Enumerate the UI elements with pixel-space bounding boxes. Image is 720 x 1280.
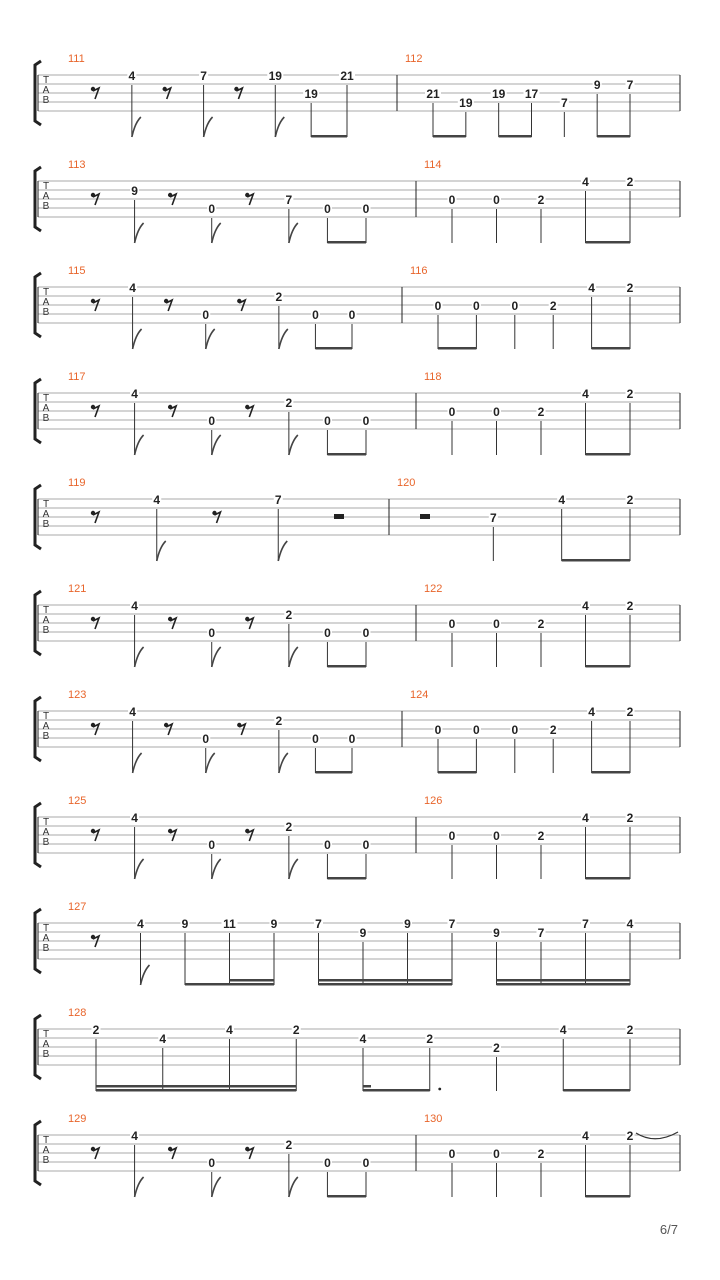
beam xyxy=(327,877,366,880)
measure-number: 121 xyxy=(68,583,87,595)
note-flag xyxy=(289,1177,298,1197)
note-flag xyxy=(212,435,221,455)
fret-number: 7 xyxy=(582,917,589,931)
fret-number: 2 xyxy=(426,1032,434,1046)
tab-clef-letter: A xyxy=(42,933,50,944)
fret-number: 2 xyxy=(537,617,545,631)
fret-number: 2 xyxy=(626,1129,634,1143)
beam-secondary xyxy=(408,979,453,982)
fret-number: 17 xyxy=(524,87,539,101)
beam xyxy=(586,877,631,880)
fret-number: 0 xyxy=(434,723,442,737)
beam xyxy=(311,135,347,138)
fret-number: 0 xyxy=(511,299,519,313)
tab-clef-letter: A xyxy=(42,403,50,414)
fret-number: 0 xyxy=(434,299,442,313)
measure-number: 130 xyxy=(424,1113,443,1125)
fret-number: 0 xyxy=(362,838,370,852)
tab-clef-letter: B xyxy=(42,1155,50,1166)
fret-number: 2 xyxy=(493,1041,500,1055)
tab-clef-letter: B xyxy=(42,943,50,954)
fret-number: 0 xyxy=(348,308,356,322)
fret-number: 7 xyxy=(315,917,322,931)
beam xyxy=(315,347,352,350)
fret-number: 0 xyxy=(493,617,500,631)
tab-system xyxy=(35,477,680,562)
tab-clef-letter: B xyxy=(42,95,50,106)
fret-number: 9 xyxy=(181,917,189,931)
measure-number: 116 xyxy=(410,265,428,277)
fret-number: 9 xyxy=(593,78,601,92)
fret-number: 4 xyxy=(226,1023,233,1037)
beam-secondary xyxy=(319,979,364,982)
tab-system xyxy=(35,1113,680,1198)
note-flag xyxy=(212,647,221,667)
tab-clef-letter: T xyxy=(42,499,50,510)
measure-number: 115 xyxy=(68,265,86,277)
tab-clef-letter: B xyxy=(42,413,50,424)
beam-secondary xyxy=(230,979,275,982)
beam-secondary xyxy=(96,1085,163,1088)
half-rest xyxy=(334,514,344,519)
beam xyxy=(96,1089,296,1092)
tab-clef-letter: A xyxy=(42,1039,50,1050)
beam-secondary xyxy=(230,1085,297,1088)
fret-number: 2 xyxy=(285,396,293,410)
measure-number: 112 xyxy=(405,53,423,65)
note-flag xyxy=(141,965,150,985)
tab-system xyxy=(35,159,680,244)
fret-number: 2 xyxy=(626,811,634,825)
fret-number: 11 xyxy=(223,917,236,931)
fret-number: 4 xyxy=(131,387,138,401)
tab-system xyxy=(35,901,680,986)
tab-clef-letter: A xyxy=(42,509,50,520)
tab-clef-letter: T xyxy=(42,605,50,616)
tab-clef-letter: B xyxy=(42,837,50,848)
tab-clef-letter: T xyxy=(42,287,50,298)
fret-number: 2 xyxy=(92,1023,100,1037)
fret-number: 19 xyxy=(304,87,318,101)
fret-number: 7 xyxy=(560,96,568,110)
half-rest xyxy=(420,514,430,519)
fret-number: 2 xyxy=(537,405,545,419)
fret-number: 2 xyxy=(537,193,545,207)
measure-number: 119 xyxy=(68,477,86,489)
tab-clef-letter: B xyxy=(42,307,50,318)
fret-number: 7 xyxy=(448,917,456,931)
note-flag xyxy=(204,117,213,137)
fret-number: 4 xyxy=(129,281,136,295)
tab-clef-letter: T xyxy=(42,711,50,722)
tab-system xyxy=(35,795,680,880)
fret-number: 2 xyxy=(285,608,293,622)
beam xyxy=(592,771,630,774)
note-flag xyxy=(206,329,215,349)
measure-number: 118 xyxy=(424,371,442,383)
fret-number: 0 xyxy=(493,193,500,207)
fret-number: 4 xyxy=(137,917,144,931)
note-flag xyxy=(275,117,284,137)
fret-number: 0 xyxy=(473,723,480,737)
note-flag xyxy=(289,859,298,879)
fret-number: 0 xyxy=(208,202,216,216)
tab-clef-letter: T xyxy=(42,1029,50,1040)
fret-number: 4 xyxy=(129,705,136,719)
beam xyxy=(327,453,366,456)
note-flag xyxy=(212,223,221,243)
fret-number: 2 xyxy=(549,299,557,313)
augmentation-dot xyxy=(438,1088,441,1091)
fret-number: 0 xyxy=(362,202,370,216)
tab-clef-letter: A xyxy=(42,297,50,308)
measure-number: 128 xyxy=(68,1007,87,1019)
beam xyxy=(315,771,352,774)
beam-secondary xyxy=(497,979,542,982)
fret-number: 7 xyxy=(274,493,282,507)
beam xyxy=(438,771,476,774)
fret-number: 0 xyxy=(208,626,216,640)
measure-number: 125 xyxy=(68,795,87,807)
fret-number: 4 xyxy=(559,1023,567,1037)
fret-number: 0 xyxy=(324,1156,331,1170)
note-flag xyxy=(157,541,166,561)
fret-number: 2 xyxy=(275,714,283,728)
page-number: 6/7 xyxy=(659,1222,678,1237)
fret-number: 7 xyxy=(626,78,634,92)
beam xyxy=(586,241,631,244)
fret-number: 0 xyxy=(324,838,331,852)
tab-clef-letter: A xyxy=(42,721,50,732)
fret-number: 7 xyxy=(537,926,545,940)
fret-number: 4 xyxy=(359,1032,367,1046)
measure-number: 113 xyxy=(68,159,86,171)
fret-number: 2 xyxy=(626,281,634,295)
beam xyxy=(327,665,366,668)
fret-number: 9 xyxy=(270,917,278,931)
fret-number: 4 xyxy=(588,281,595,295)
fret-number: 2 xyxy=(275,290,283,304)
beam xyxy=(586,1195,631,1198)
fret-number: 4 xyxy=(153,493,161,507)
tab-system xyxy=(35,583,680,668)
fret-number: 0 xyxy=(202,732,210,746)
fret-number: 0 xyxy=(312,732,319,746)
fret-number: 0 xyxy=(324,414,331,428)
fret-number: 0 xyxy=(448,1147,456,1161)
fret-number: 0 xyxy=(362,1156,370,1170)
note-flag xyxy=(135,435,144,455)
fret-number: 4 xyxy=(131,811,138,825)
beam xyxy=(586,453,631,456)
fret-number: 2 xyxy=(626,599,634,613)
tab-system xyxy=(35,1007,680,1092)
tab-clef-letter: B xyxy=(42,201,50,212)
fret-number: 7 xyxy=(489,511,497,525)
note-flag xyxy=(135,223,144,243)
beam xyxy=(363,1089,430,1092)
fret-number: 4 xyxy=(131,599,138,613)
fret-number: 19 xyxy=(459,96,473,110)
tab-system xyxy=(35,371,680,456)
beam xyxy=(499,135,532,138)
fret-number: 2 xyxy=(626,387,634,401)
tab-clef-letter: T xyxy=(42,817,50,828)
fret-number: 4 xyxy=(626,917,634,931)
fret-number: 0 xyxy=(448,829,456,843)
beam-secondary xyxy=(363,979,408,982)
note-flag xyxy=(278,541,287,561)
fret-number: 21 xyxy=(426,87,440,101)
tab-clef-letter: A xyxy=(42,191,50,202)
fret-number: 2 xyxy=(626,493,634,507)
note-flag xyxy=(135,1177,144,1197)
beam xyxy=(562,559,630,562)
fret-number: 0 xyxy=(208,414,216,428)
measure-number: 114 xyxy=(424,159,442,171)
note-flag xyxy=(289,435,298,455)
fret-number: 0 xyxy=(362,626,370,640)
fret-number: 0 xyxy=(362,414,370,428)
beam xyxy=(327,241,366,244)
tab-system xyxy=(35,53,680,138)
measure-number: 129 xyxy=(68,1113,87,1125)
fret-number: 2 xyxy=(626,175,634,189)
fret-number: 2 xyxy=(285,820,293,834)
measure-number: 127 xyxy=(68,901,87,913)
tab-clef-letter: A xyxy=(42,827,50,838)
note-flag xyxy=(132,117,141,137)
note-flag xyxy=(279,329,288,349)
fret-number: 4 xyxy=(582,387,589,401)
tab-clef-letter: B xyxy=(42,1049,50,1060)
note-flag xyxy=(289,223,298,243)
note-flag xyxy=(212,1177,221,1197)
fret-number: 2 xyxy=(626,1023,634,1037)
beam-partial xyxy=(363,1085,371,1088)
fret-number: 7 xyxy=(200,69,207,83)
fret-number: 9 xyxy=(404,917,411,931)
beam xyxy=(327,1195,366,1198)
fret-number: 7 xyxy=(285,193,293,207)
tab-clef-letter: A xyxy=(42,1145,50,1156)
fret-number: 0 xyxy=(448,405,456,419)
beam-secondary xyxy=(586,979,631,982)
fret-number: 0 xyxy=(448,193,456,207)
fret-number: 2 xyxy=(537,1147,545,1161)
fret-number: 0 xyxy=(208,838,216,852)
beam xyxy=(592,347,630,350)
fret-number: 0 xyxy=(473,299,480,313)
fret-number: 0 xyxy=(511,723,519,737)
tab-clef-letter: B xyxy=(42,731,50,742)
beam-secondary xyxy=(163,1085,230,1088)
fret-number: 19 xyxy=(491,87,506,101)
note-flag xyxy=(289,647,298,667)
fret-number: 9 xyxy=(359,926,367,940)
measure-number: 122 xyxy=(424,583,443,595)
measure-number: 126 xyxy=(424,795,443,807)
fret-number: 4 xyxy=(159,1032,167,1046)
fret-number: 0 xyxy=(493,829,500,843)
beam xyxy=(438,347,476,350)
fret-number: 2 xyxy=(285,1138,293,1152)
fret-number: 0 xyxy=(324,202,331,216)
fret-number: 0 xyxy=(493,1147,500,1161)
fret-number: 4 xyxy=(582,175,589,189)
fret-number: 4 xyxy=(582,811,589,825)
fret-number: 9 xyxy=(493,926,500,940)
measure-number: 120 xyxy=(397,477,416,489)
fret-number: 2 xyxy=(626,705,634,719)
note-flag xyxy=(206,753,215,773)
note-flag xyxy=(279,753,288,773)
fret-number: 0 xyxy=(493,405,500,419)
beam xyxy=(563,1089,630,1092)
beam xyxy=(497,983,631,986)
fret-number: 19 xyxy=(268,69,282,83)
beam xyxy=(597,135,630,138)
tab-system xyxy=(35,689,680,774)
fret-number: 4 xyxy=(582,599,589,613)
beam-secondary xyxy=(541,979,586,982)
fret-number: 4 xyxy=(131,1129,138,1143)
beam xyxy=(433,135,466,138)
tab-clef-letter: T xyxy=(42,393,50,404)
fret-number: 4 xyxy=(588,705,595,719)
note-flag xyxy=(135,859,144,879)
note-flag xyxy=(212,859,221,879)
fret-number: 2 xyxy=(537,829,545,843)
tab-clef-letter: T xyxy=(42,75,50,86)
fret-number: 9 xyxy=(131,184,138,198)
tab-clef-letter: B xyxy=(42,625,50,636)
beam xyxy=(185,983,274,986)
beam xyxy=(319,983,453,986)
tab-clef-letter: A xyxy=(42,615,50,626)
fret-number: 2 xyxy=(292,1023,300,1037)
fret-number: 0 xyxy=(208,1156,216,1170)
measure-number: 117 xyxy=(68,371,86,383)
fret-number: 0 xyxy=(324,626,331,640)
tab-clef-letter: T xyxy=(42,181,50,192)
fret-number: 0 xyxy=(202,308,210,322)
note-flag xyxy=(135,647,144,667)
tab-clef-letter: B xyxy=(42,519,50,530)
fret-number: 4 xyxy=(558,493,566,507)
measure-number: 111 xyxy=(68,53,85,65)
tab-clef-letter: A xyxy=(42,85,50,96)
tab-clef-letter: T xyxy=(42,923,50,934)
fret-number: 0 xyxy=(312,308,319,322)
measure-number: 124 xyxy=(410,689,429,701)
note-flag xyxy=(133,329,142,349)
tab-system xyxy=(35,265,680,350)
fret-number: 21 xyxy=(340,69,354,83)
measure-number: 123 xyxy=(68,689,87,701)
tab-clef-letter: T xyxy=(42,1135,50,1146)
fret-number: 4 xyxy=(582,1129,589,1143)
fret-number: 0 xyxy=(448,617,456,631)
fret-number: 0 xyxy=(348,732,356,746)
fret-number: 2 xyxy=(549,723,557,737)
beam xyxy=(586,665,631,668)
note-flag xyxy=(133,753,142,773)
fret-number: 4 xyxy=(128,69,136,83)
